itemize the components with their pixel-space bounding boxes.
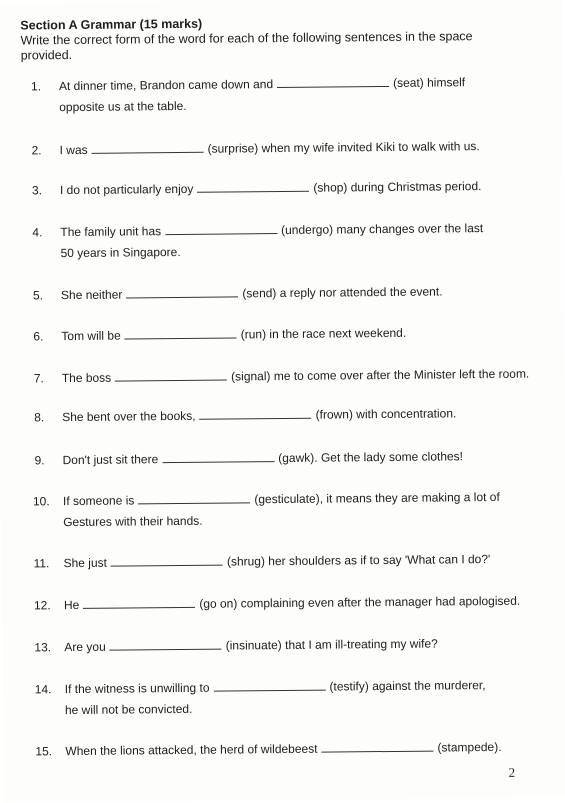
answer-blank[interactable] — [321, 739, 433, 753]
question-number: 11. — [33, 556, 50, 571]
question-9 — [0, 445, 565, 468]
question-text-continued: opposite us at the table. — [59, 98, 187, 115]
answer-blank[interactable] — [126, 284, 238, 298]
question-text-before: The boss — [61, 370, 112, 386]
question-number: 15. — [35, 744, 53, 759]
question-text-before: Tom will be — [61, 328, 121, 344]
question-text-before: She bent over the books, — [62, 408, 196, 425]
question-text-before: If someone is — [62, 493, 135, 509]
question-text-after: (surprise) when my wife invited Kiki to walk with us. — [207, 139, 480, 156]
answer-blank[interactable] — [110, 637, 222, 651]
question-text-before: At dinner time, Brandon came down and — [58, 77, 274, 94]
question-text-after: (shop) during Christmas period. — [313, 179, 482, 195]
question-text-continued: Gestures with their hands. — [63, 513, 203, 530]
question-number: 3. — [31, 183, 43, 198]
question-8 — [0, 402, 565, 425]
question-number: 5. — [32, 288, 44, 303]
question-10 — [1, 486, 565, 530]
question-text-continued: 50 years in Singapore. — [60, 244, 181, 261]
answer-blank[interactable] — [138, 490, 250, 504]
question-3 — [0, 175, 563, 198]
answer-blank[interactable] — [111, 553, 223, 567]
answer-blank[interactable] — [199, 406, 311, 420]
question-number: 10. — [32, 494, 50, 509]
question-number: 13. — [34, 640, 52, 655]
section-title: Section A Grammar (15 marks) — [20, 16, 203, 33]
question-number: 12. — [33, 598, 51, 613]
question-7 — [0, 363, 565, 386]
question-13 — [2, 632, 565, 655]
question-text-after: (signal) me to come over after the Minister left the room. — [231, 366, 530, 384]
answer-blank[interactable] — [162, 449, 274, 463]
question-text-after: (seat) himself — [393, 75, 466, 90]
answer-blank[interactable] — [115, 368, 227, 382]
question-4 — [0, 217, 563, 261]
question-text-before: Don't just sit there — [62, 452, 159, 468]
answer-blank[interactable] — [165, 221, 277, 235]
question-number: 7. — [33, 371, 44, 386]
question-1 — [0, 71, 562, 115]
question-11 — [1, 548, 565, 571]
instructions: Write the correct form of the word for each of the following sentences in the space provided. — [20, 29, 473, 63]
question-text-after: (testify) against the murderer, — [329, 678, 486, 694]
question-number: 4. — [32, 225, 43, 240]
question-text-after: (run) in the race next weekend. — [240, 325, 407, 342]
question-text-before: Are you — [64, 639, 106, 655]
question-text-continued: he will not be convicted. — [64, 701, 193, 718]
question-number: 8. — [34, 410, 45, 425]
question-text-after: (gesticulate), it means they are making a lot of — [254, 489, 500, 507]
answer-blank[interactable] — [197, 179, 309, 193]
question-2 — [0, 135, 562, 158]
question-text-before: I was — [59, 142, 88, 158]
question-number: 1. — [30, 79, 42, 94]
question-number: 6. — [33, 329, 44, 344]
question-text-before: She neither — [60, 287, 123, 303]
question-number: 14. — [34, 682, 52, 697]
answer-blank[interactable] — [83, 595, 195, 609]
question-text-before: He — [63, 597, 80, 613]
question-15 — [3, 736, 565, 759]
question-text-after: (send) a reply nor attended the event. — [242, 284, 443, 301]
question-text-before: The family unit has — [60, 224, 162, 240]
page-number: 2 — [508, 764, 516, 780]
question-text-after: (shrug) her shoulders as if to say 'What can I do?' — [226, 552, 491, 569]
answer-blank[interactable] — [125, 325, 237, 339]
answer-blank[interactable] — [277, 74, 389, 88]
question-14 — [3, 674, 565, 718]
question-text-after: (go on) complaining even after the manager had apologised. — [199, 593, 521, 611]
question-number: 2. — [31, 143, 42, 158]
question-text-after: (insinuate) that I am ill-treating my wife? — [225, 636, 438, 653]
question-6 — [0, 321, 564, 344]
question-text-before: I do not particularly enjoy — [59, 181, 194, 198]
question-5 — [0, 280, 564, 303]
question-text-before: When the lions attacked, the herd of wildebeest — [65, 741, 318, 759]
question-text-after: (stampede). — [437, 739, 502, 755]
question-12 — [2, 590, 565, 613]
answer-blank[interactable] — [213, 678, 325, 692]
question-text-after: (gawk). Get the lady some clothes! — [278, 449, 464, 466]
question-text-after: (undergo) many changes over the last — [281, 221, 484, 238]
question-text-before: If the witness is unwilling to — [64, 680, 210, 697]
question-text-after: (frown) with concentration. — [315, 406, 457, 422]
question-text-before: She just — [63, 555, 107, 571]
answer-blank[interactable] — [92, 140, 204, 154]
question-number: 9. — [34, 453, 45, 468]
